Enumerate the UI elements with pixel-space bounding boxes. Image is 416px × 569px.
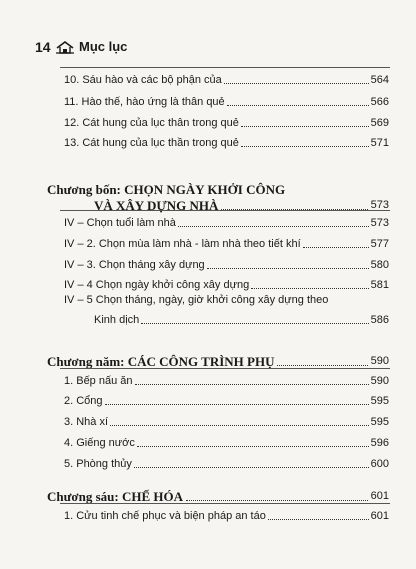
toc-entry-page: 601: [370, 510, 389, 522]
toc-entry-page: 564: [370, 74, 389, 86]
toc-entry: [64, 92, 389, 109]
section-divider: [60, 210, 390, 211]
toc-entry-text: 3. Nhà xí: [64, 416, 109, 428]
chapter-title: Chương bốn: CHỌN NGÀY KHỞI CÔNG: [47, 182, 286, 197]
chapter-page: 601: [370, 490, 389, 502]
toc-entry-page: 573: [370, 217, 389, 229]
toc-entry-page: 580: [370, 259, 389, 271]
dot-leader: [303, 247, 369, 248]
toc-entry-page: 566: [370, 96, 389, 108]
toc-entry-text: IV – 4 Chọn ngày khởi công xây dựng: [64, 279, 250, 291]
toc-entry-page: 600: [370, 458, 389, 470]
toc-entry-text: Kinh dịch: [94, 314, 140, 326]
toc-entry-page: 595: [370, 416, 389, 428]
dot-leader: [141, 323, 368, 324]
toc-entry: [64, 113, 389, 130]
dot-leader: [110, 425, 369, 426]
house-roof-icon: [56, 41, 74, 59]
chapter-title-cont: VÀ XÂY DỰNG NHÀ: [94, 198, 219, 213]
toc-entry: [94, 310, 389, 327]
toc-entry-text: IV – 3. Chọn tháng xây dựng: [64, 259, 205, 271]
toc-entry: [64, 454, 389, 471]
chapter-heading: [47, 180, 377, 197]
toc-entry-page: 595: [370, 395, 389, 407]
toc-entry: [64, 234, 389, 251]
page-title: Mục lục: [79, 39, 128, 54]
chapter-heading: [47, 352, 389, 369]
chapter-title: Chương sáu: CHẾ HÓA: [47, 489, 183, 504]
toc-entry: [64, 275, 389, 292]
dot-leader: [186, 500, 368, 501]
toc-entry: [64, 433, 389, 450]
toc-entry: [64, 133, 389, 150]
toc-entry-page: 571: [370, 137, 389, 149]
toc-entry: [64, 255, 389, 272]
toc-entry-text: 12. Cát hung của lục thân trong quẻ: [64, 117, 239, 129]
toc-entry-page: 596: [370, 437, 389, 449]
chapter-page: 590: [370, 355, 389, 367]
toc-entry-text: IV – Chọn tuổi làm nhà: [64, 217, 176, 229]
toc-entry-text: 4. Giếng nước: [64, 437, 135, 449]
toc-entry-text: 11. Hào thế, hào ứng là thân quẻ: [64, 96, 225, 108]
toc-entry-page: 577: [370, 238, 389, 250]
toc-entry: [64, 213, 389, 230]
dot-leader: [224, 83, 369, 84]
dot-leader: [135, 384, 369, 385]
dot-leader: [241, 146, 369, 147]
toc-entry-text: IV – 2. Chọn mùa làm nhà - làm nhà theo tiết khí: [64, 238, 301, 250]
toc-entry-text: 5. Phòng thủy: [64, 458, 132, 470]
toc-entry: [64, 391, 389, 408]
toc-entry: [64, 70, 389, 87]
dot-leader: [227, 105, 369, 106]
toc-entry-page: 590: [370, 375, 389, 387]
dot-leader: [178, 226, 369, 227]
dot-leader: [137, 446, 369, 447]
toc-entry-text: 10. Sáu hào và các bộ phận của: [64, 74, 222, 86]
toc-entry: [64, 412, 389, 429]
chapter-heading: [47, 487, 389, 504]
dot-leader: [277, 365, 367, 366]
dot-leader: [241, 126, 369, 127]
toc-entry: [64, 371, 389, 388]
chapter-title: Chương năm: CÁC CÔNG TRÌNH PHỤ: [47, 354, 275, 369]
toc-entry-page: 581: [370, 279, 389, 291]
toc-entry: [64, 506, 389, 523]
toc-entry-text: 13. Cát hung của lục thần trong quẻ: [64, 137, 239, 149]
toc-entry-text: 1. Cửu tinh chế phục và biện pháp an táo: [64, 510, 266, 522]
page-number: 14: [35, 39, 51, 55]
toc-entry-page: 586: [370, 314, 389, 326]
toc-entry-text: 1. Bếp nấu ăn: [64, 375, 133, 387]
top-divider: [60, 67, 390, 68]
section-divider: [60, 368, 390, 369]
toc-entry-page: 569: [370, 117, 389, 129]
dot-leader: [207, 268, 369, 269]
toc-entry-text-line1: IV – 5 Chọn tháng, ngày, giờ khởi công xây dựng theo: [64, 294, 329, 306]
section-divider: [60, 503, 390, 504]
dot-leader: [105, 404, 369, 405]
chapter-page: 573: [370, 199, 389, 211]
dot-leader: [134, 467, 369, 468]
toc-entry-text: 2. Cổng: [64, 395, 103, 407]
dot-leader: [251, 288, 368, 289]
dot-leader: [268, 519, 369, 520]
